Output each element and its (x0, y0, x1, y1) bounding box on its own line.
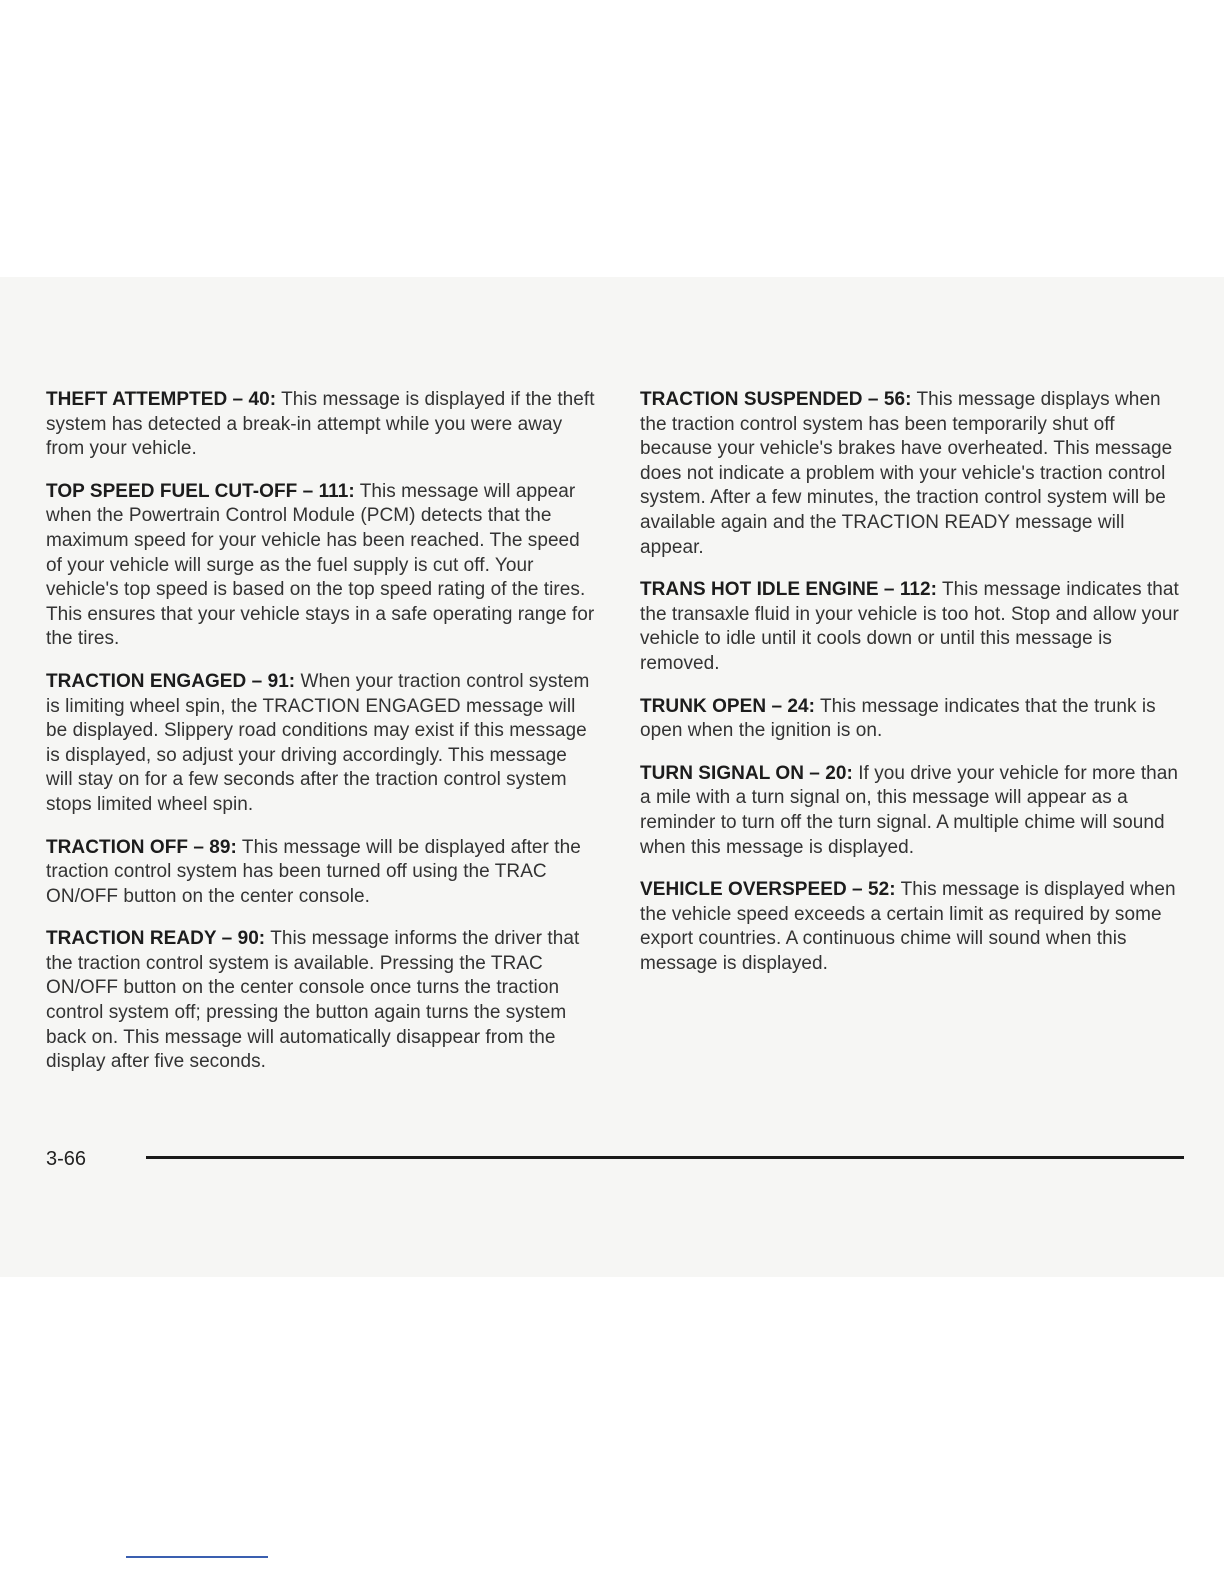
message-term: THEFT ATTEMPTED – 40: (46, 389, 277, 410)
message-entry-trans-hot-idle-engine (640, 578, 1188, 676)
message-description: This message will be displayed after the traction control system has been turned off using the TRAC ON/OFF button on the center console. (46, 836, 581, 907)
message-description: If you drive your vehicle for more than a mile with a turn signal on, this message will appear as a reminder to turn off the turn signal. A multiple chime will sound when this message is displayed. (640, 762, 1179, 858)
message-description: This message is displayed when the vehicle speed exceeds a certain limit as required by some export countries. A continuous chime will sound when this message is displayed. (640, 879, 1176, 974)
message-description: This message displays when the traction control system has been temporarily shut off because your vehicle's brakes have overheated. This message does not indicate a problem with your vehicle's traction control system. After a few minutes, the traction control system will be available again and the TRACTION READY message will appear. (640, 389, 1173, 558)
message-description: When your traction control system is limiting wheel spin, the TRACTION ENGAGED message will be displayed. Slippery road conditions may exist if this message is displayed, so adjust your driving accordingly. This message will stay on for a few seconds after the traction control system stops limited wheel spin. (46, 670, 590, 815)
right-column (640, 388, 1188, 994)
message-term: TRACTION SUSPENDED – 56: (640, 389, 912, 410)
left-column (46, 388, 598, 1093)
message-description: This message will appear when the Powertrain Control Module (PCM) detects that the maximum speed for your vehicle has been reached. The speed of your vehicle will surge as the fuel supply is cut off. Your vehicle's top speed is based on the top speed rating of the tires. This ensures that your vehicle stays in a safe operating range for the tires. (46, 480, 595, 650)
message-description: This message is displayed if the theft system has detected a break-in attempt while you were away from your vehicle. (46, 389, 595, 460)
page-number: 3-66 (46, 1148, 87, 1170)
message-entry-traction-engaged (46, 670, 598, 818)
bottom-link-underline[interactable] (126, 1556, 268, 1558)
message-term: TOP SPEED FUEL CUT-OFF – 111: (46, 480, 355, 502)
message-term: TRANS HOT IDLE ENGINE – 112: (640, 579, 938, 601)
message-entry-trunk-open (640, 695, 1188, 744)
message-term: TRACTION READY – 90: (46, 928, 266, 950)
message-entry-traction-suspended (640, 388, 1188, 560)
message-entry-traction-ready (46, 927, 598, 1075)
message-term: TRUNK OPEN – 24: (640, 695, 816, 717)
message-term: TURN SIGNAL ON – 20: (640, 762, 853, 784)
message-description: This message indicates that the trunk is open when the ignition is on. (640, 695, 1156, 742)
message-description: This message informs the driver that the traction control system is available. Pressing the TRAC ON/OFF button on the center console once turns the traction control system off; pressing the button again turns the system back on. This message will automatically disappear from the display after five seconds. (46, 928, 580, 1073)
message-term: TRACTION OFF – 89: (46, 836, 237, 858)
message-description: This message indicates that the transaxle fluid in your vehicle is too hot. Stop and allow your vehicle to idle until it cools down or until this message is removed. (640, 579, 1179, 674)
message-entry-top-speed-fuel-cut-off (46, 480, 598, 652)
message-term: VEHICLE OVERSPEED – 52: (640, 879, 896, 901)
footer-divider (146, 1156, 1184, 1159)
message-term: TRACTION ENGAGED – 91: (46, 670, 296, 692)
message-entry-vehicle-overspeed (640, 878, 1188, 976)
message-entry-theft-attempted (46, 388, 598, 462)
message-entry-traction-off (46, 836, 598, 910)
message-entry-turn-signal-on (640, 762, 1188, 860)
